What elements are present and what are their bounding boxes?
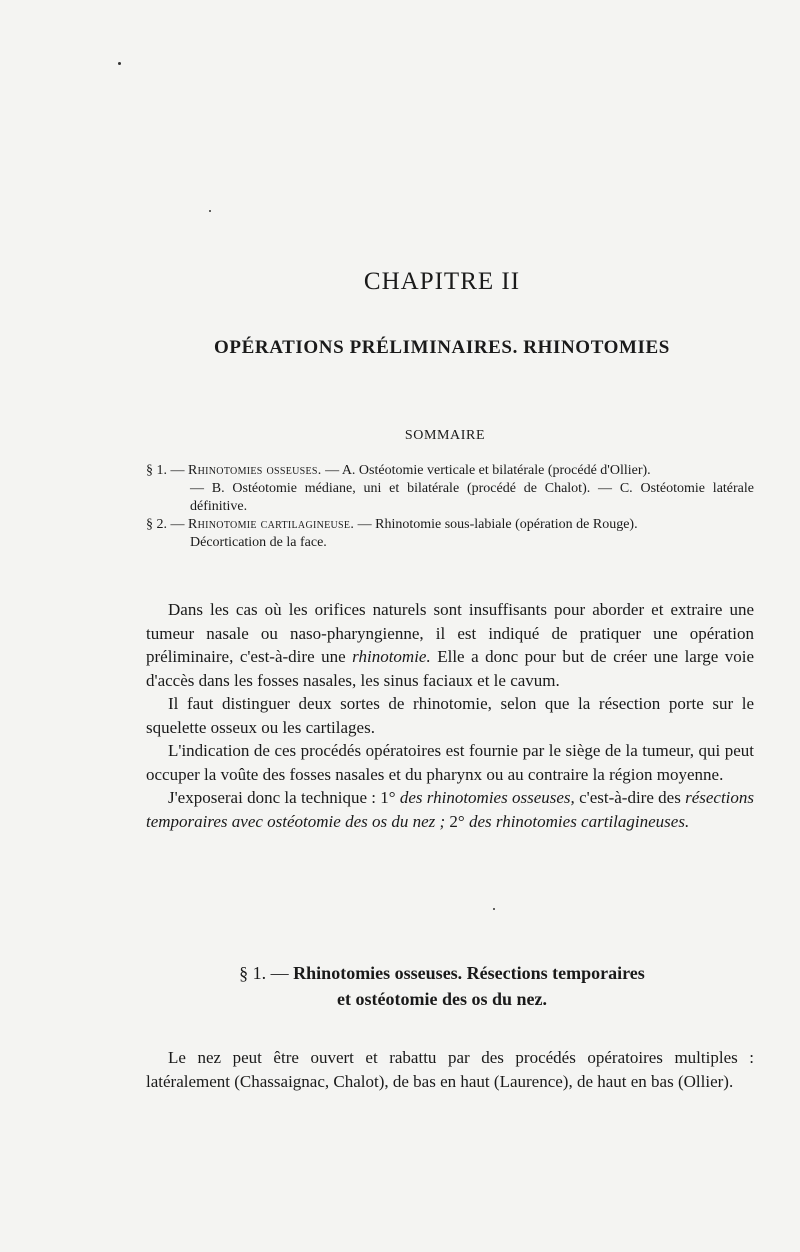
section-body-text bbox=[146, 1046, 754, 1093]
summary-item-2-text: — Rhinotomie sous-labiale (opération de Rouge). bbox=[354, 517, 638, 532]
paragraph-4-text-a: J'exposerai donc la technique : 1° bbox=[168, 788, 400, 807]
chapter-title: OPÉRATIONS PRÉLIMINAIRES. RHINOTOMIES bbox=[214, 337, 670, 358]
section-title-line-1: Rhinotomies osseuses. Résections temporaires bbox=[293, 963, 645, 983]
paragraph-4-emphasis-2: résections temporaires avec ostéotomie des os du nez ; bbox=[146, 788, 755, 831]
section-title-line-2: et ostéotomie des os du nez. bbox=[337, 989, 547, 1009]
summary-item-2-label: Rhinotomie cartilagineuse. bbox=[188, 517, 355, 532]
section-heading-line-1 bbox=[0, 960, 800, 986]
paragraph-1-text-b: Elle a donc pour but de créer une large voie d'accès dans les fosses nasales, les sinus faciaux et le cavum. bbox=[146, 647, 754, 690]
summary-item-1-label: Rhinotomies osseuses. bbox=[188, 463, 322, 478]
summary-item-2-number: § 2. — bbox=[146, 517, 188, 532]
section-heading-line-2 bbox=[0, 986, 800, 1012]
print-speck bbox=[209, 210, 211, 212]
paragraph-2: Il faut distinguer deux sortes de rhinotomie, selon que la résection porte sur le squelette osseux ou les cartilages. bbox=[146, 694, 754, 737]
paragraph-3: L'indication de ces procédés opératoires est fournie par le siège de la tumeur, qui peut occuper la voûte des fosses nasales et du pharynx ou au contraire la région moyenne. bbox=[146, 741, 754, 784]
print-speck bbox=[493, 908, 495, 910]
summary-item-1-continued: — B. Ostéotomie médiane, uni et bilatérale (procédé de Chalot). — C. Ostéotomie latérale définitive. bbox=[190, 481, 754, 514]
summary-heading: SOMMAIRE bbox=[404, 428, 486, 443]
paragraph-1 bbox=[146, 598, 754, 692]
print-speck bbox=[118, 62, 121, 65]
summary-item-2 bbox=[146, 516, 754, 534]
paragraph-1-emphasis: rhinotomie. bbox=[352, 647, 431, 666]
section-number: § 1. — bbox=[239, 963, 294, 983]
summary-item-1 bbox=[146, 462, 754, 480]
paragraph-4 bbox=[146, 786, 754, 833]
section-heading bbox=[0, 960, 800, 1012]
paragraph-1-text-a: Dans les cas où les orifices naturels sont insuffisants pour aborder et extraire une tumeur nasale ou naso-pharyngienne, il est indiqué de pratiquer une opération préliminaire, c'est-à-dire une bbox=[146, 600, 754, 666]
summary-item-1-number: § 1. — bbox=[146, 463, 188, 478]
paragraph-4-text-c: 2° bbox=[445, 811, 469, 831]
paragraph-4-emphasis-1: des rhinotomies osseuses, bbox=[399, 788, 575, 807]
paragraph-4-text-b: c'est-à-dire des bbox=[574, 788, 686, 807]
summary-item-1-text: — A. Ostéotomie verticale et bilatérale (procédé d'Ollier). bbox=[321, 463, 651, 478]
body-text bbox=[146, 598, 754, 833]
chapter-heading: CHAPITRE II bbox=[363, 268, 521, 295]
summary-block bbox=[146, 462, 754, 552]
section-paragraph-1: Le nez peut être ouvert et rabattu par des procédés opératoires multiples : latéralement (Chassaignac, Chalot), de bas en haut (Laurence), de haut en bas (Ollier). bbox=[146, 1048, 754, 1091]
paragraph-4-emphasis-3: des rhinotomies cartilagineuses. bbox=[468, 811, 690, 831]
summary-item-2-continued: Décortication de la face. bbox=[190, 535, 327, 550]
